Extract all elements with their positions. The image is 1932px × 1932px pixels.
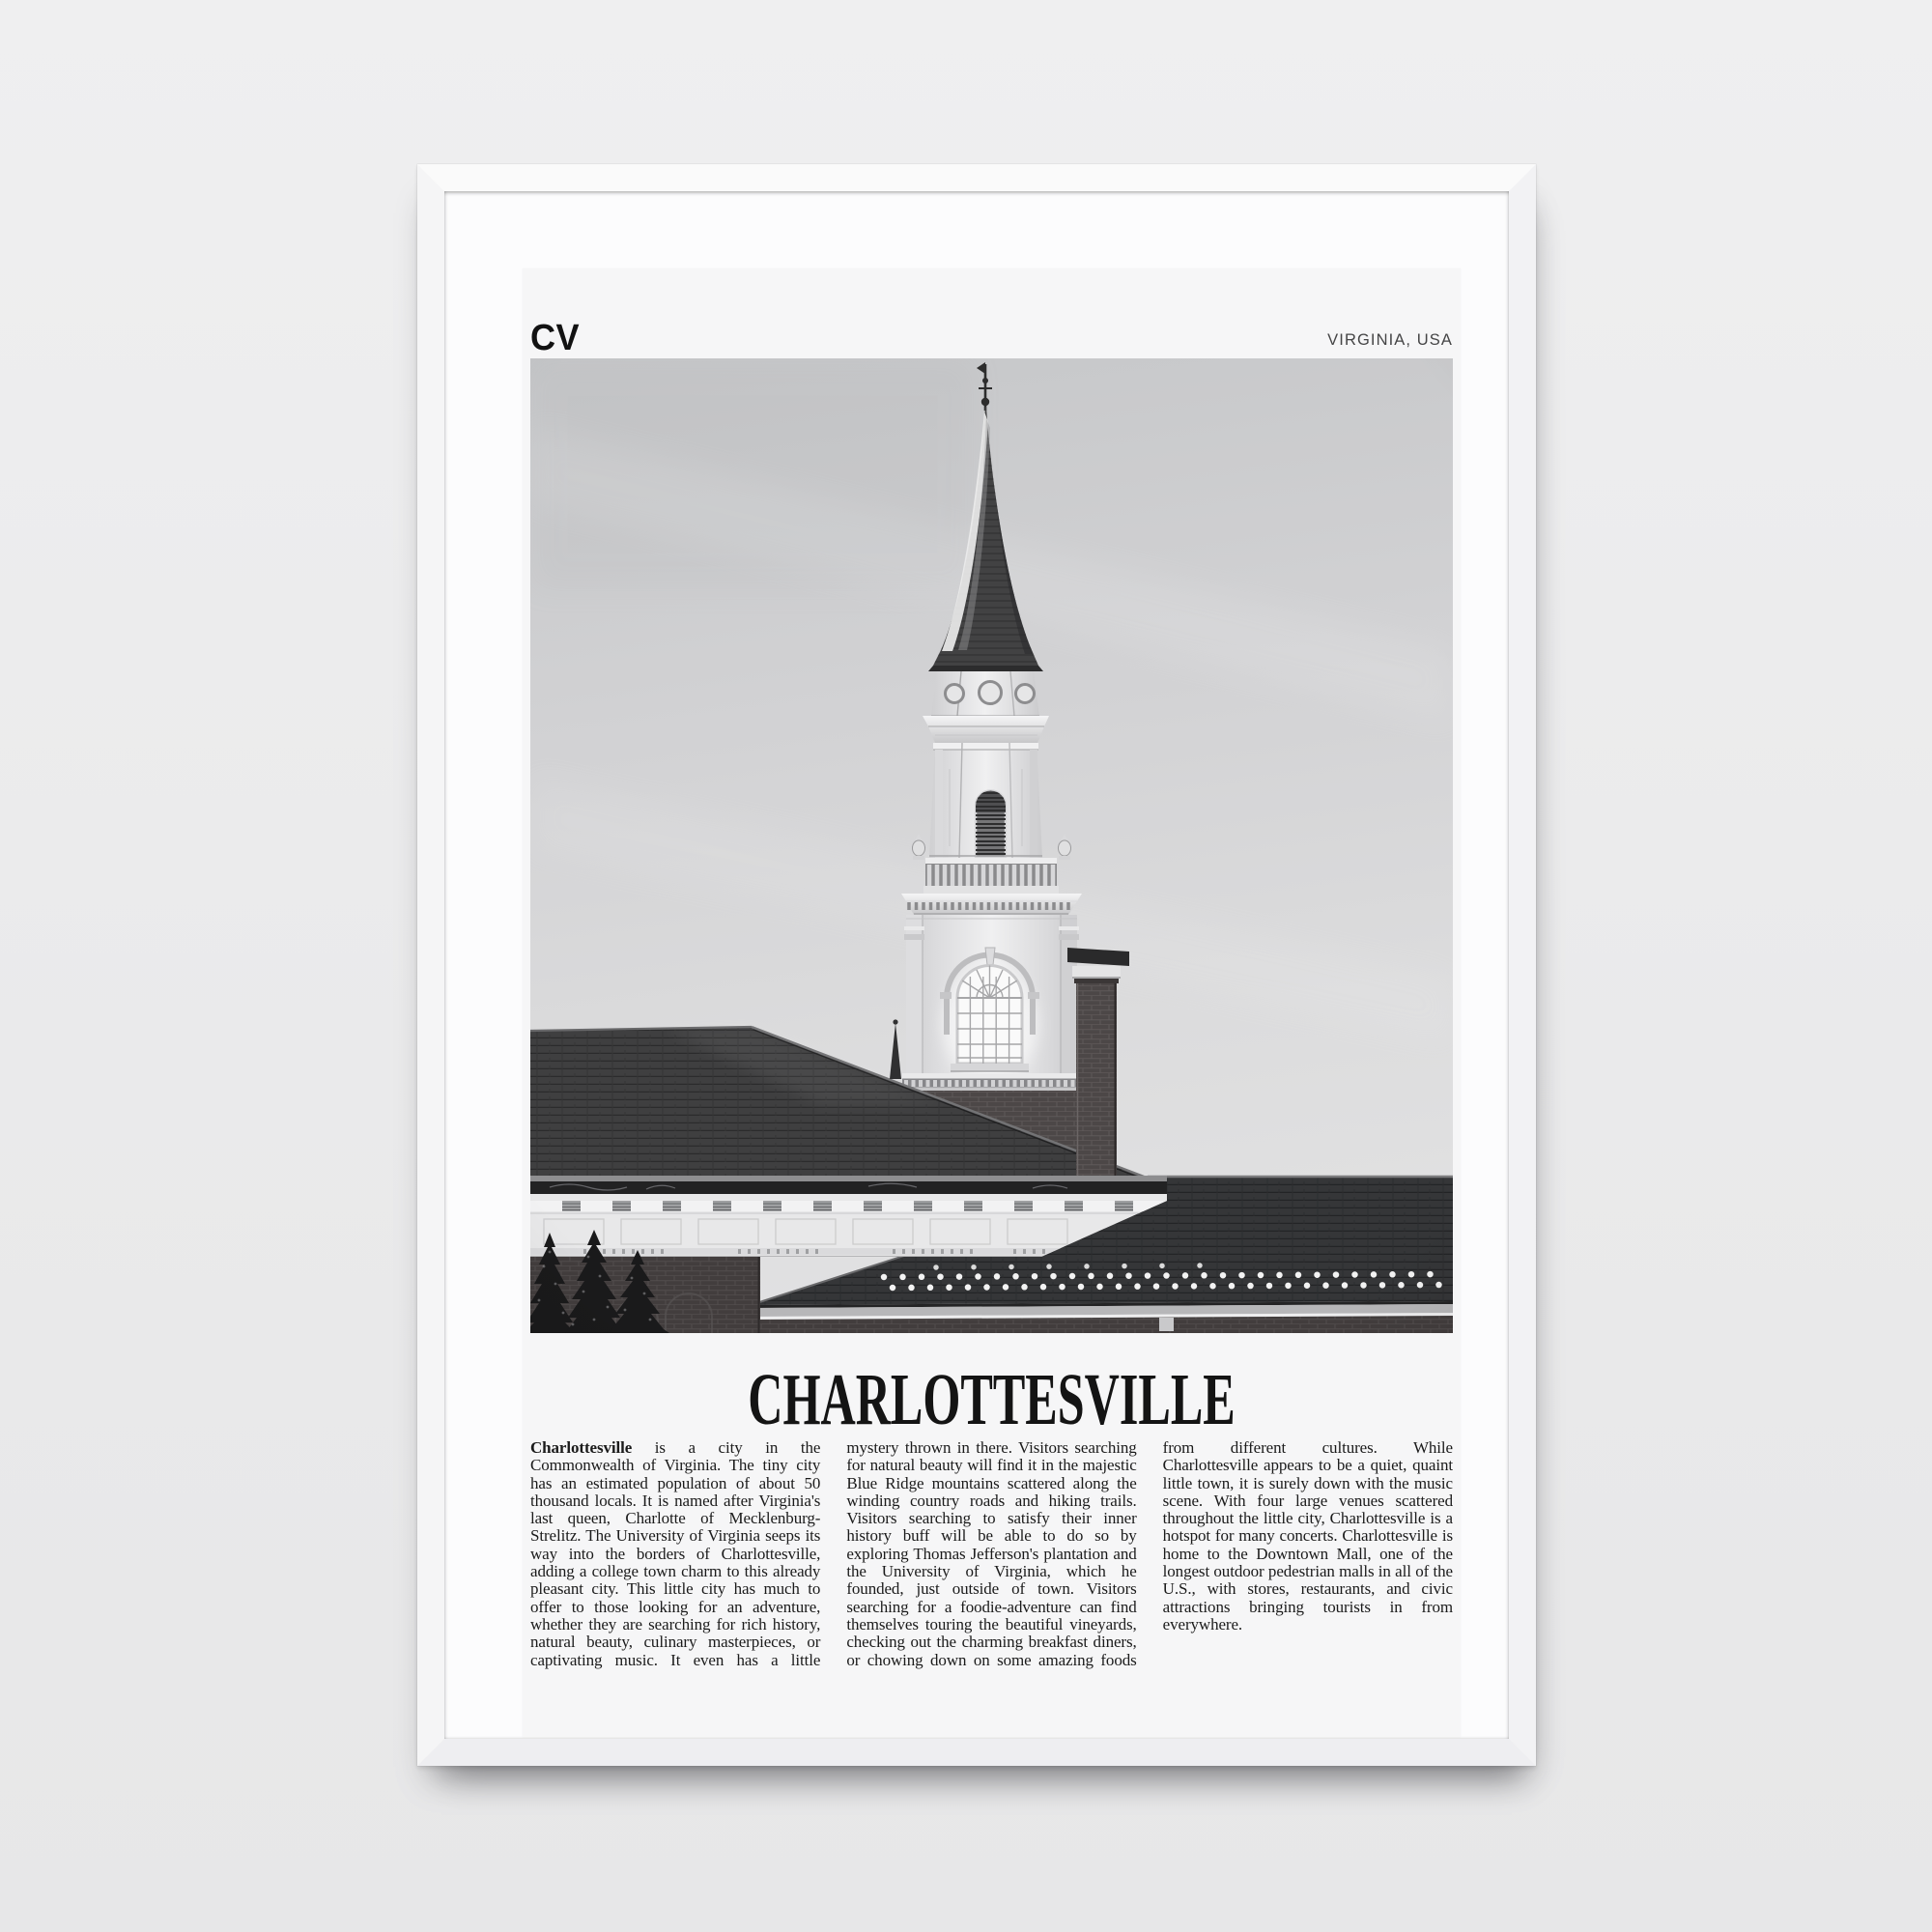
location-label: VIRGINIA, USA [1327,331,1453,349]
poster-title: CHARLOTTESVILLE [748,1359,1236,1440]
frame-mat [444,191,1509,1739]
brand-logo: CV [530,318,581,358]
church-steeple-photo [530,358,1453,1333]
article-body: is a city in the Commonwealth of Virginia. The tiny city has an estimated population of about 50 thousand locals. It is named after Virginia's last queen, Charlotte of Mecklenburg-Strelitz. The University of Virginia seeps its way into the borders of Charlottesville, adding a college town charm to this already pleasant city. This little city has much to offer to those looking for an adventure, whether they are searching for rich history, natural beauty, culinary masterpieces, or captivating music. It even has a little mystery thrown in there. Visitors searching for natural beauty will find it in the majestic Blue Ridge mountains scattered along the winding country roads and hiking trails. Visitors searching to satisfy their inner history buff will be able to do so by exploring Thomas Jefferson's plantation and the University of Virginia, which he founded, just outside of town. Visitors searching for a foodie-adventure can find themselves touring the beautiful vineyards, checking out the charming breakfast diners, or chowing down on some amazing foods from different cultures. While Charlottesville appears to be a quiet, quaint little town, it is surely down with the music scene. With four large venues scattered throughout the little city, Charlottesville is a hotspot for many concerts. Charlottesville is home to the Downtown Mall, one of the longest outdoor pedestrian malls in all of the U.S., with stores, restaurants, and civic attractions bringing tourists in from everywhere. [530,1438,1453,1669]
picture-frame [417,164,1536,1766]
poster [523,269,1461,1737]
hero-photo [530,358,1453,1333]
article-lead-word: Charlottesville [530,1438,633,1457]
photo-vignette [530,358,1453,1333]
article-text [530,1439,1453,1669]
